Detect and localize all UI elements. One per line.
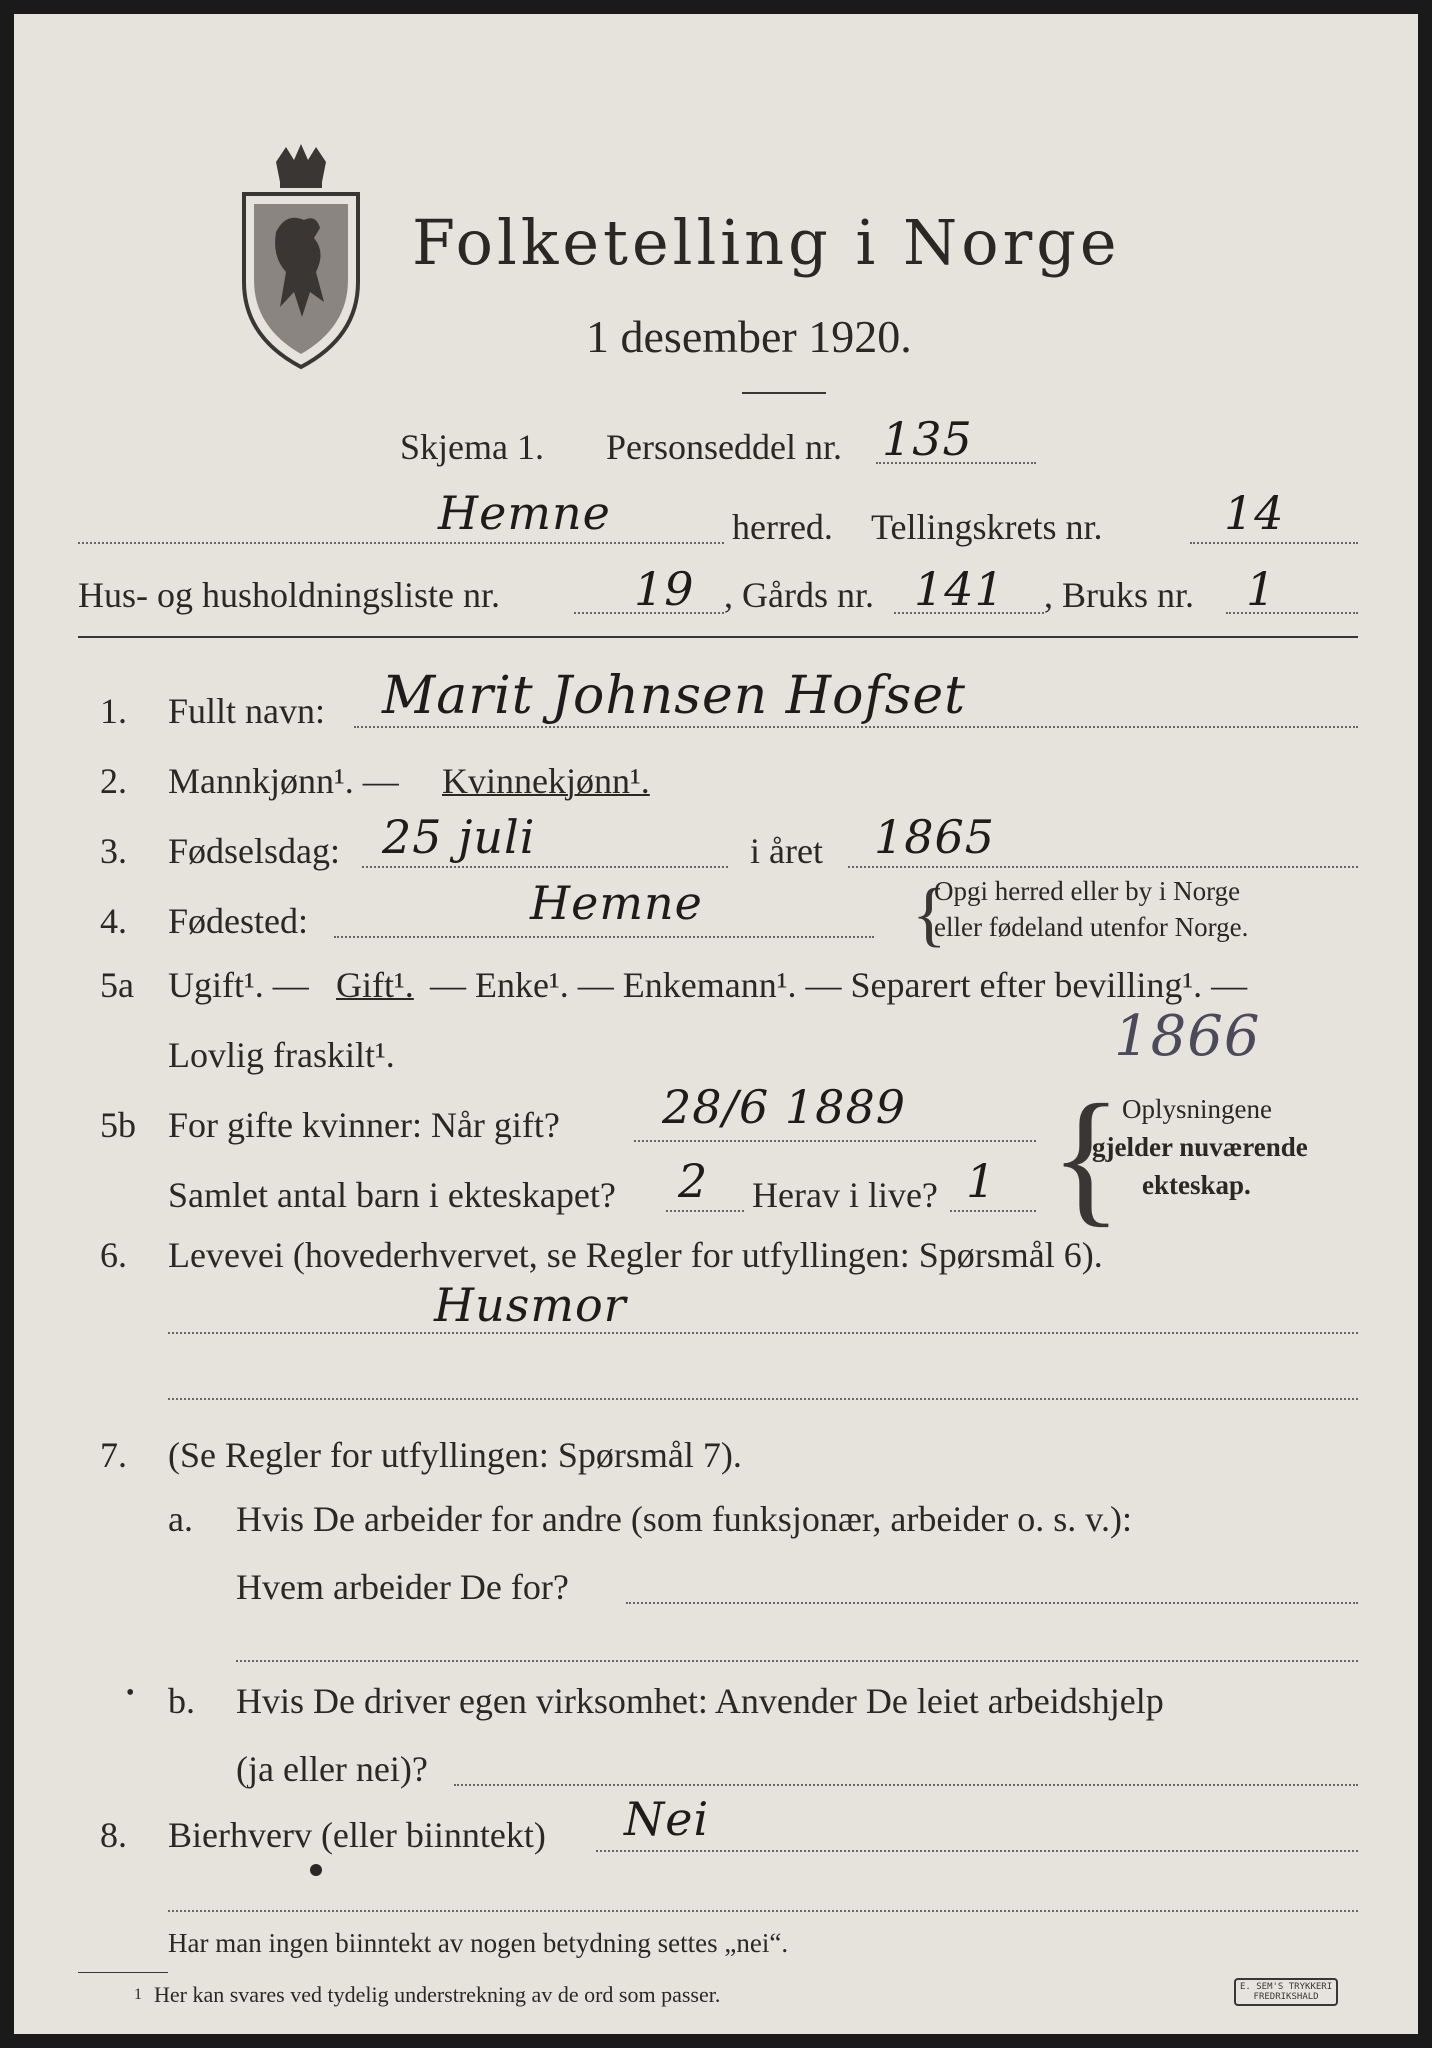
q7b-bullet: • — [126, 1680, 135, 1706]
personseddel-label: Personseddel nr. — [606, 427, 842, 467]
gards-value: 141 — [914, 562, 1005, 616]
q7b-line — [454, 1784, 1358, 1786]
q1-line — [354, 726, 1358, 728]
census-date: 1 desember 1920. — [586, 311, 912, 362]
q5b-note-3: ekteskap. — [1142, 1170, 1251, 1200]
q2-female: Kvinnekjønn¹. — [442, 761, 650, 801]
q2-number: 2. — [100, 761, 127, 801]
q5a-gift: Gift¹. — [336, 965, 414, 1005]
herred-label: herred. — [732, 507, 833, 547]
herred-value: Hemne — [438, 486, 611, 540]
q5b-children-line — [666, 1210, 744, 1212]
q6-number: 6. — [100, 1235, 127, 1275]
q3-value: 25 juli — [382, 810, 536, 864]
q5b-line — [634, 1140, 1036, 1142]
q5b-alive-line — [950, 1210, 1036, 1212]
q7a-sub: Hvem arbeider De for? — [236, 1567, 569, 1607]
q5a-margin-note: 1866 — [1114, 1004, 1261, 1069]
q5a-number: 5a — [100, 965, 134, 1005]
form-title: Folketelling i Norge — [412, 206, 1121, 279]
footnote-mark: 1 — [134, 1986, 142, 2003]
q5b-number: 5b — [100, 1105, 136, 1145]
schema-label: Skjema 1. — [400, 427, 544, 467]
q5b-alive-value: 1 — [966, 1154, 997, 1208]
q7-number: 7. — [100, 1435, 127, 1475]
q3-year-label: i året — [750, 831, 823, 871]
q4-line — [334, 936, 874, 938]
q3-year-line — [848, 866, 1358, 868]
hus-label: Hus- og husholdningsliste nr. — [78, 575, 501, 615]
q5b-note-2: gjelder nuværende — [1092, 1132, 1308, 1162]
bruks-line — [1226, 612, 1358, 614]
gards-label: , Gårds nr. — [724, 575, 874, 615]
footer-note: Har man ingen biinntekt av nogen betydning settes „nei“. — [168, 1928, 789, 1958]
bruks-label: , Bruks nr. — [1044, 575, 1195, 615]
herred-line — [78, 542, 724, 544]
q5b-brace: { — [1050, 1074, 1122, 1240]
q4-number: 4. — [100, 901, 127, 941]
ink-spot — [310, 1864, 322, 1876]
q7b-label: Hvis De driver egen virksomhet: Anvender De leiet arbeidshjelp — [236, 1681, 1164, 1721]
q6-line-1 — [168, 1332, 1358, 1334]
q7b-letter: b. — [168, 1681, 195, 1721]
q5b-children-value: 2 — [678, 1154, 709, 1208]
q7-label: (Se Regler for utfyllingen: Spørsmål 7). — [168, 1435, 742, 1475]
q5b-note-1: Oplysningene — [1122, 1094, 1272, 1124]
q3-number: 3. — [100, 831, 127, 871]
q8-value: Nei — [624, 1792, 710, 1846]
q8-number: 8. — [100, 1815, 127, 1855]
printer-name: E. SEM'S TRYKKERI — [1240, 1982, 1333, 1992]
hus-line — [574, 612, 724, 614]
q4-brace: { — [912, 874, 947, 954]
q3-label: Fødselsdag: — [168, 831, 341, 871]
q6-label: Levevei (hovederhvervet, se Regler for utfyllingen: Spørsmål 6). — [168, 1235, 1103, 1275]
q1-label: Fullt navn: — [168, 691, 326, 731]
tellingskrets-value: 14 — [1224, 486, 1285, 540]
q2-male: Mannkjønn¹. — — [168, 761, 399, 801]
q4-label: Fødested: — [168, 901, 308, 941]
personseddel-line — [876, 462, 1036, 464]
q6-line-2 — [168, 1398, 1358, 1400]
q4-note-2: eller fødeland utenfor Norge. — [934, 912, 1249, 942]
q1-number: 1. — [100, 691, 127, 731]
footnote-rule — [78, 1972, 168, 1973]
q7a-line-1 — [626, 1602, 1358, 1604]
q6-value: Husmor — [434, 1278, 627, 1332]
coat-of-arms-icon — [236, 142, 366, 372]
q5b-value: 28/6 1889 — [662, 1080, 906, 1134]
q5b-children-label: Samlet antal barn i ekteskapet? — [168, 1175, 616, 1215]
q3-year-value: 1865 — [874, 810, 996, 864]
q7a-label: Hvis De arbeider for andre (som funksjonær, arbeider o. s. v.): — [236, 1499, 1132, 1539]
q5a-rest: — Enke¹. — Enkemann¹. — Separert efter bevilling¹. — — [430, 965, 1248, 1005]
q3-line — [362, 866, 728, 868]
q5b-alive-label: Herav i live? — [752, 1175, 938, 1215]
tellingskrets-line — [1190, 542, 1358, 544]
q5b-label: For gifte kvinner: Når gift? — [168, 1105, 560, 1145]
bruks-value: 1 — [1246, 562, 1277, 616]
q4-note-1: Opgi herred eller by i Norge — [934, 876, 1241, 906]
census-form — [14, 14, 1418, 2034]
q7a-letter: a. — [168, 1499, 193, 1539]
printer-city: FREDRIKSHALD — [1253, 1992, 1319, 2002]
q8-label: Bierhverv (eller biinntekt) — [168, 1815, 546, 1855]
q5a-line2: Lovlig fraskilt¹. — [168, 1035, 395, 1075]
q7b-sub: (ja eller nei)? — [236, 1749, 428, 1789]
personseddel-value: 135 — [882, 412, 973, 466]
footnote: Her kan svares ved tydelig understrekning av de ord som passer. — [154, 1982, 721, 2007]
q8-line — [596, 1850, 1358, 1852]
gards-line — [894, 612, 1044, 614]
header-rule — [78, 636, 1358, 638]
tellingskrets-label: Tellingskrets nr. — [871, 507, 1103, 547]
q1-value: Marit Johnsen Hofset — [382, 666, 967, 726]
printer-stamp — [1234, 1978, 1338, 2006]
q8-line-2 — [168, 1910, 1358, 1912]
q5a-ugift: Ugift¹. — — [168, 965, 309, 1005]
hus-value: 19 — [634, 562, 695, 616]
title-divider — [742, 392, 826, 394]
q4-value: Hemne — [530, 876, 703, 930]
q7a-line-2 — [236, 1660, 1358, 1662]
